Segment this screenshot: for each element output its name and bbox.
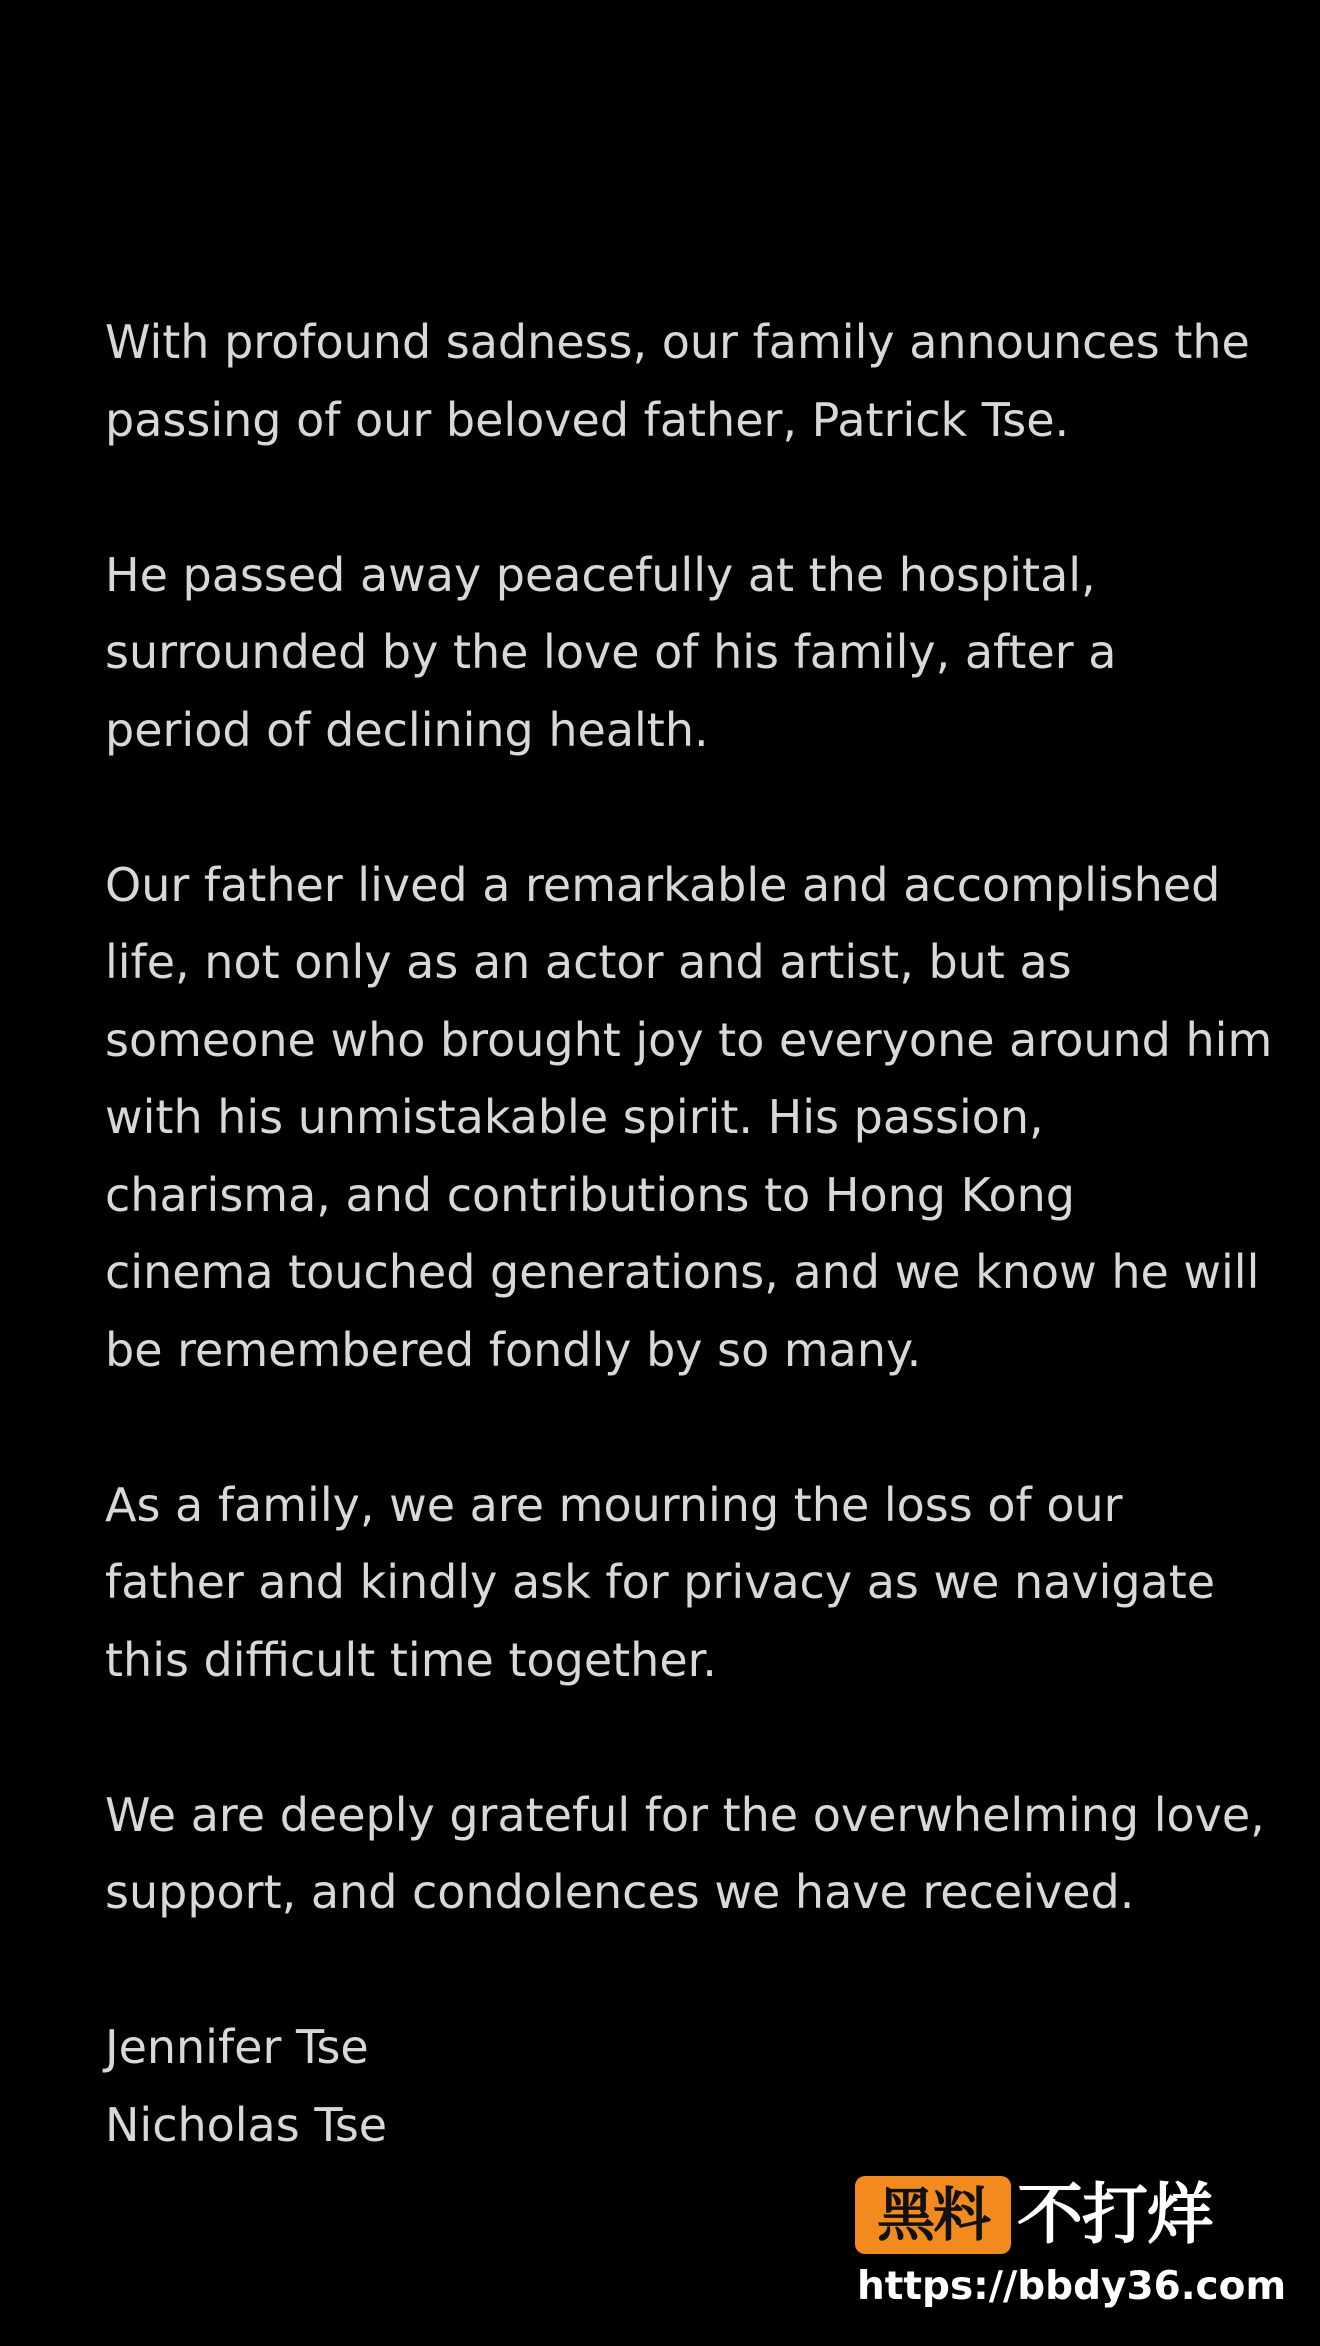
text-line: passing of our beloved father, Patrick Tse. — [105, 392, 1070, 447]
text-line: life, not only as an actor and artist, but as — [105, 935, 1072, 989]
text-line: father and kindly ask for privacy as we navigate — [105, 1555, 1216, 1609]
signature-jennifer: Jennifer Tse — [105, 2020, 369, 2074]
text-line: be remembered fondly by so many. — [105, 1322, 922, 1377]
text-line: with his unmistakable spirit. His passion, — [105, 1090, 1044, 1144]
text-line: charisma, and contributions to Hong Kong — [105, 1167, 1075, 1222]
text-line: He passed away peacefully at the hospital, — [105, 547, 1096, 602]
text-line: As a family, we are mourning the loss of our — [105, 1477, 1123, 1532]
paragraph-announcement — [105, 304, 1255, 459]
text-line: period of declining health. — [105, 702, 709, 757]
paragraph-gratitude — [105, 1777, 1265, 1932]
text-line: We are deeply grateful for the overwhelming love, — [105, 1787, 1265, 1842]
signature-block — [105, 2009, 1255, 2164]
text-line: Our father lived a remarkable and accomplished — [105, 857, 1221, 912]
text-line: support, and condolences we have received. — [105, 1865, 1135, 1919]
signature-nicholas: Nicholas Tse — [105, 2097, 388, 2152]
text-line: this difficult time together. — [105, 1632, 717, 1687]
paragraph-passing-details — [105, 537, 1255, 770]
text-line: someone who brought joy to everyone around him — [105, 1012, 1273, 1067]
text-line: With profound sadness, our family announces the — [105, 315, 1250, 369]
text-line: cinema touched generations, and we know he will — [105, 1245, 1260, 1299]
watermark-badge: 黑料 — [855, 2176, 1011, 2254]
paragraph-privacy-request — [105, 1467, 1255, 1700]
watermark — [855, 2176, 1295, 2316]
paragraph-tribute — [105, 847, 1273, 1390]
text-line: surrounded by the love of his family, after a — [105, 625, 1117, 679]
statement-body — [105, 304, 1273, 2242]
watermark-url: https://bbdy36.com — [857, 2264, 1287, 2309]
watermark-text: 不打烊 — [1017, 2176, 1212, 2253]
